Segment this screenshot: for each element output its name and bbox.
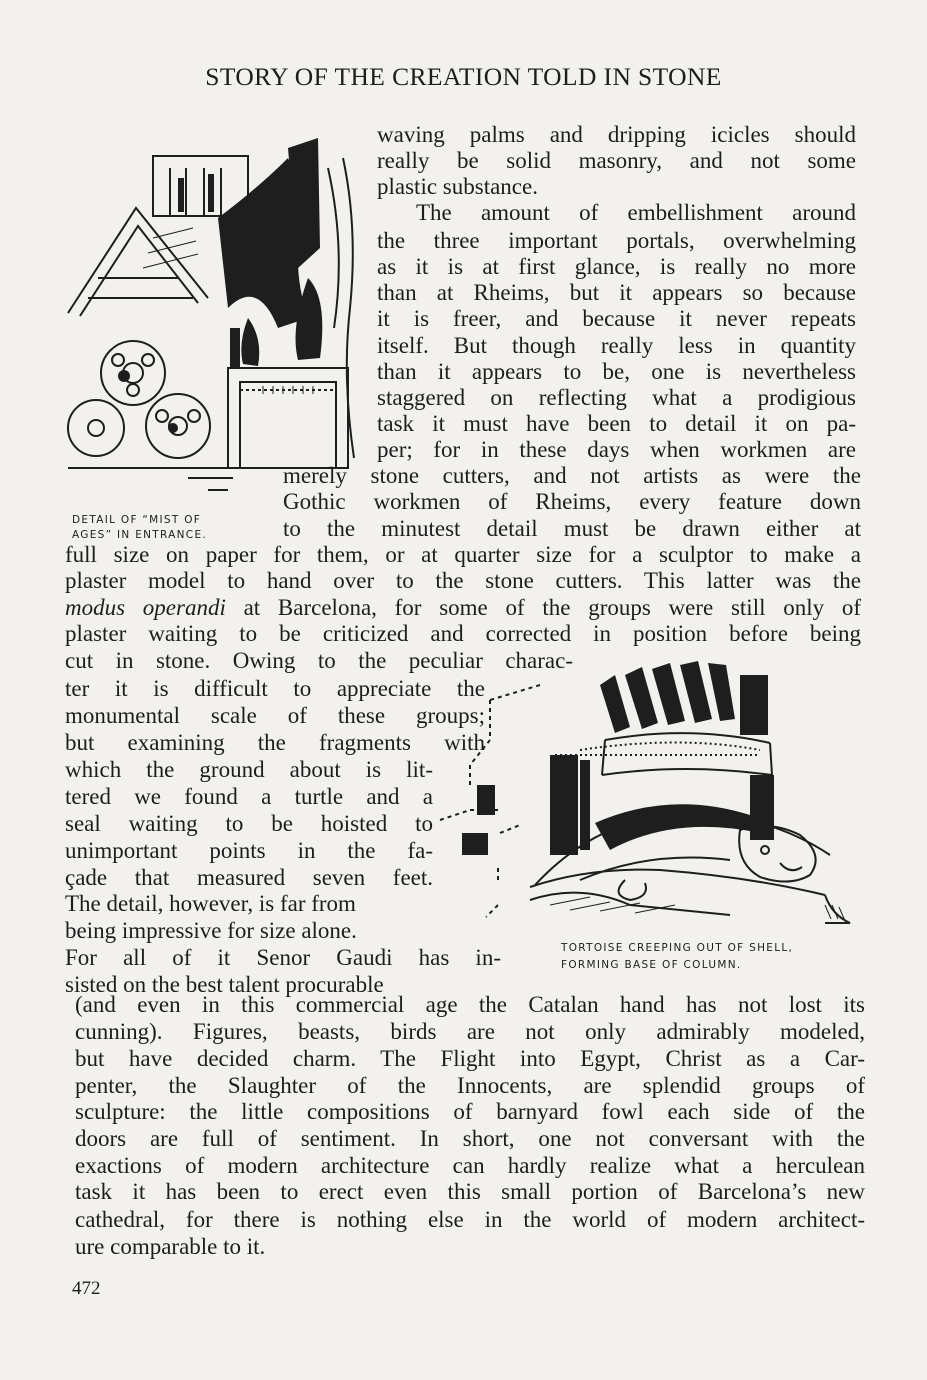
text-line: really be solid masonry, and not some	[377, 148, 856, 173]
text-line	[65, 595, 861, 621]
text-line: it is freer, and because it never repeats	[377, 306, 856, 331]
text-line: unimportant points in the fa-	[65, 838, 433, 863]
text-line: exactions of modern architecture can hardly realize what a herculean	[75, 1153, 865, 1178]
text-line: plaster waiting to be criticized and corrected in position before being	[65, 621, 861, 646]
text-line: plaster model to hand over to the stone cutters. This latter was the	[65, 568, 861, 593]
text-line: (and even in this commercial age the Catalan hand has not lost its	[75, 992, 865, 1017]
text-line-rest: at Barcelona, for some of the groups were still only of	[225, 595, 861, 620]
text-line: The detail, however, is far from	[65, 891, 356, 916]
text-line: cut in stone. Owing to the peculiar charac-	[65, 648, 573, 673]
text-line: For all of it Senor Gaudi has in-	[65, 945, 501, 970]
text-line: The amount of embellishment around	[416, 200, 856, 225]
text-line: plastic substance.	[377, 174, 538, 199]
text-line: but have decided charm. The Flight into Egypt, Christ as a Car-	[75, 1046, 865, 1071]
text-line: than at Rheims, but it appears so because	[377, 280, 856, 305]
text-line: itself. But though really less in quantity	[377, 333, 856, 358]
text-line: which the ground about is lit-	[65, 757, 433, 782]
top-figure-caption-line2: AGES” IN ENTRANCE.	[72, 529, 208, 541]
text-line: staggered on reflecting what a prodigious	[377, 385, 856, 410]
text-line: task it has been to erect even this small portion of Barcelona’s new	[75, 1179, 865, 1204]
mist-of-ages-illustration	[58, 128, 378, 500]
text-line: merely stone cutters, and not artists as were the	[283, 463, 861, 488]
text-line: sisted on the best talent procurable	[65, 972, 384, 997]
text-line: cathedral, for there is nothing else in the world of modern architect-	[75, 1207, 865, 1232]
text-line: full size on paper for them, or at quarter size for a sculptor to make a	[65, 542, 861, 567]
text-line: penter, the Slaughter of the Innocents, are splendid groups of	[75, 1073, 865, 1098]
text-line: seal waiting to be hoisted to	[65, 811, 433, 836]
text-line: being impressive for size alone.	[65, 918, 357, 943]
text-line: tered we found a turtle and a	[65, 784, 433, 809]
text-line: çade that measured seven feet.	[65, 865, 433, 890]
text-line: cunning). Figures, beasts, birds are not only admirably modeled,	[75, 1019, 865, 1044]
text-line: ure comparable to it.	[75, 1234, 266, 1259]
running-head: STORY OF THE CREATION TOLD IN STONE	[205, 62, 722, 91]
text-line: ter it is difficult to appreciate the	[65, 676, 485, 701]
bottom-figure-caption-line1: TORTOISE CREEPING OUT OF SHELL,	[561, 942, 794, 954]
tortoise-column-illustration	[430, 655, 862, 935]
page-number: 472	[72, 1278, 101, 1299]
text-line: to the minutest detail must be drawn either at	[283, 516, 861, 541]
text-line: per; for in these days when workmen are	[377, 437, 856, 462]
text-line: monumental scale of these groups;	[65, 703, 485, 728]
text-line: doors are full of sentiment. In short, one not conversant with the	[75, 1126, 865, 1151]
bottom-figure-caption-line2: FORMING BASE OF COLUMN.	[561, 959, 742, 971]
text-line: the three important portals, overwhelming	[377, 228, 856, 253]
text-line: than it appears to be, one is nevertheless	[377, 359, 856, 384]
text-line: task it must have been to detail it on pa-	[377, 411, 856, 436]
text-line: sculpture: the little compositions of barnyard fowl each side of the	[75, 1099, 865, 1124]
text-line: but examining the fragments with	[65, 730, 485, 755]
text-line: Gothic workmen of Rheims, every feature down	[283, 489, 861, 514]
text-line: waving palms and dripping icicles should	[377, 122, 856, 147]
latin-phrase: modus operandi	[65, 595, 226, 620]
top-figure-caption-line1: DETAIL OF “MIST OF	[72, 514, 202, 526]
text-line: as it is at first glance, is really no more	[377, 254, 856, 279]
